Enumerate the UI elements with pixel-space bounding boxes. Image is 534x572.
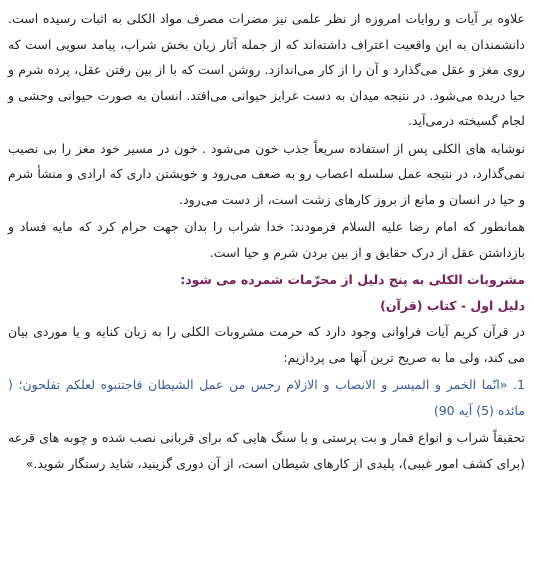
quran-verse-quote: 1. «انّما الخمر و المیسر و الانصاب و الازلام رجس من عمل الشیطان فاجتنبوه لعلکم تفلحون؛ ( مائده (5) آیه 90) — [8, 377, 525, 418]
paragraph-scientific-harms: علاوه بر آیات و روایات امروزه از نظر علمی نیز مضرات مصرف مواد الکلی به اثبات رسیده است. دانشمندان به این واقعیت اعتراف داشته‌اند که از جمله آثار زیان بخش شراب، پیامد سویی است که روی مغز و عقل می‌گذارد و آن را از کار می‌اندازد. روشن است که با از بین رفتن عقل، پرده شرم و حیا دریده می‌شود. در نتیجه میدان به دست غرایز حیوانی می‌افتد. انسان به صورت حیوانی وحشی و لجام گسیخته درمی‌آید. — [8, 11, 525, 128]
section-heading-first-reason-quran: دلیل اول - کتاب (قرآن) — [380, 298, 525, 313]
paragraph-imam-reza-quote: همانطور که امام رضا علیه السلام فرمودند: خدا شراب را بدان جهت حرام کرد که مایه فساد و بازداشتن عقل از درک حقایق و از بین بردن شرم و حیا است. — [8, 219, 525, 260]
paragraph-blood-absorption: نوشابه های الکلی پس از استفاده سریعاً جذب خون می‌شود . خون در مسیر خود مغز را بی نصیب نمی‌گذارد، در نتیجه عمل سلسله اعصاب رو به ضعف می‌رود و خویشتن داری که ارادی و منشأ شرم و حیا در انسان و مانع از بروز کارهای زشت است، از دست می‌رود. — [8, 140, 525, 207]
paragraph-verse-translation: تحقیقاً شراب و انواع قمار و بت پرستی و یا سنگ هایی که برای قربانی نصب شده و چوبه های قرعه (برای کشف امور غیبی)، پلیدی از کارهای شیطان است، از آن دوری گزینید، شاید رستگار شوید.» — [8, 430, 525, 471]
paragraph-quran-verses: در قرآن کریم آیات فراوانی وجود دارد که حرمت مشروبات الکلی را به زبان کنایه و یا موردی بیان می کند، ولی ما به صریح ترین آنها می پردازیم: — [8, 324, 525, 365]
section-heading-five-reasons: مشروبات الکلی به پنج دلیل از محرّمات شمرده می شود: — [180, 272, 525, 287]
